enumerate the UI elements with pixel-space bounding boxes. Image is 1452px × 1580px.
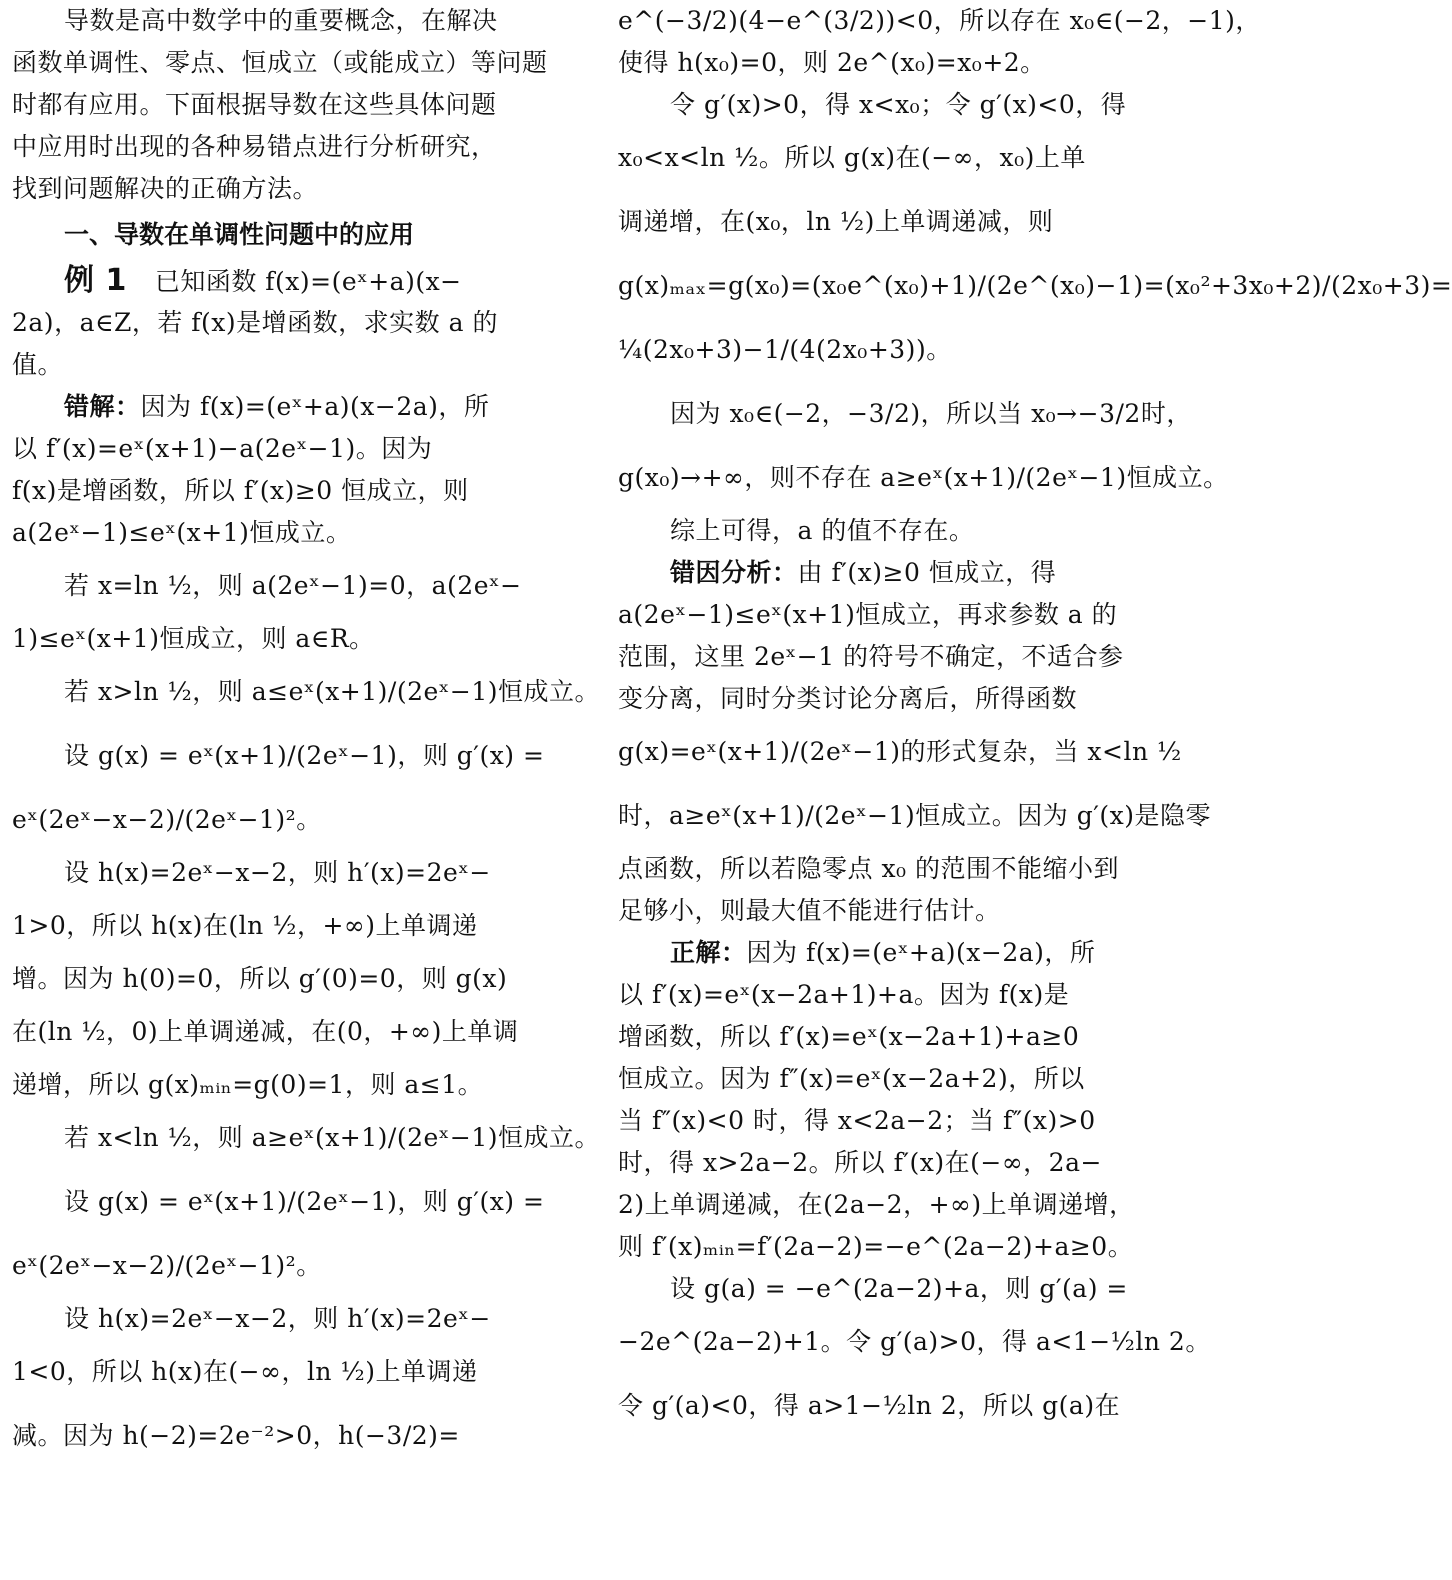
error-analysis-line: 时，a≥eˣ(x+1)/(2eˣ−1)恒成立。因为 g′(x)是隐零: [618, 801, 1212, 830]
correct-solution-tag: 正解：: [670, 938, 747, 967]
correct-solution-text: 因为 f(x)=(eˣ+a)(x−2a)，所: [746, 938, 1096, 967]
continuation-line: e^(−3/2)(4−e^(3/2))<0，所以存在 x₀∈(−2，−1)，: [618, 6, 1261, 35]
wrong-solution-line: 若 x<ln ½，则 a≥eˣ(x+1)/(2eˣ−1)恒成立。: [64, 1123, 600, 1152]
wrong-solution-line: a(2eˣ−1)≤eˣ(x+1)恒成立。: [12, 518, 352, 547]
continuation-line: ¼(2x₀+3)−1/(4(2x₀+3))。: [618, 335, 952, 364]
example-first-line: [12, 260, 572, 302]
error-analysis-line: 范围，这里 2eˣ−1 的符号不确定，不适合参: [618, 642, 1124, 671]
example-text: 已知函数 f(x)=(eˣ+a)(x−: [154, 267, 462, 296]
example-line: 2a)，a∈Z，若 f(x)是增函数，求实数 a 的: [12, 308, 498, 337]
wrong-solution-line: 设 g(x) = eˣ(x+1)/(2eˣ−1)，则 g′(x) =: [64, 1187, 545, 1216]
correct-solution-line: 以 f′(x)=eˣ(x−2a+1)+a。因为 f(x)是: [618, 980, 1070, 1009]
wrong-solution-first-line: [12, 386, 572, 428]
wrong-solution-line: eˣ(2eˣ−x−2)/(2eˣ−1)²。: [12, 1251, 322, 1280]
correct-solution-line: 时，得 x>2a−2。所以 f′(x)在(−∞，2a−: [618, 1148, 1102, 1177]
correct-solution-line: 当 f″(x)<0 时，得 x<2a−2；当 f″(x)>0: [618, 1106, 1096, 1135]
wrong-solution-tag: 错解：: [64, 392, 141, 421]
wrong-solution-line: 1<0，所以 h(x)在(−∞，ln ½)上单调递: [12, 1357, 478, 1386]
wrong-solution-line: f(x)是增函数，所以 f′(x)≥0 恒成立，则: [12, 476, 469, 505]
continuation-line: 令 g′(x)>0，得 x<x₀；令 g′(x)<0，得: [670, 90, 1127, 119]
continuation-line: 调递增，在(x₀，ln ½)上单调递减，则: [618, 207, 1054, 236]
section-heading: 一、导数在单调性问题中的应用: [64, 220, 415, 249]
correct-solution-line: 设 g(a) = −e^(2a−2)+a，则 g′(a) =: [670, 1274, 1128, 1303]
correct-solution-first-line: [618, 932, 1186, 974]
correct-solution-line: 恒成立。因为 f″(x)=eˣ(x−2a+2)，所以: [618, 1064, 1085, 1093]
intro-line: 中应用时出现的各种易错点进行分析研究，: [12, 132, 497, 161]
left-column: [12, 0, 600, 1580]
intro-line: 导数是高中数学中的重要概念，在解决: [64, 6, 498, 35]
error-analysis-tag: 错因分析：: [670, 558, 798, 587]
correct-solution-line: 则 f′(x)ₘᵢₙ=f′(2a−2)=−e^(2a−2)+a≥0。: [618, 1232, 1134, 1261]
error-analysis-line: 点函数，所以若隐零点 x₀ 的范围不能缩小到: [618, 854, 1120, 883]
intro-line: 函数单调性、零点、恒成立（或能成立）等问题: [12, 48, 548, 77]
intro-line: 时都有应用。下面根据导数在这些具体问题: [12, 90, 497, 119]
wrong-solution-line: 设 h(x)=2eˣ−x−2，则 h′(x)=2eˣ−: [64, 858, 491, 887]
correct-solution-line: 令 g′(a)<0，得 a>1−½ln 2，所以 g(a)在: [618, 1391, 1121, 1420]
wrong-solution-line: 以 f′(x)=eˣ(x+1)−a(2eˣ−1)。因为: [12, 434, 433, 463]
wrong-solution-line: 若 x>ln ½，则 a≤eˣ(x+1)/(2eˣ−1)恒成立。: [64, 677, 600, 706]
continuation-line: 综上可得，a 的值不存在。: [670, 516, 975, 545]
example-label: 例 1: [64, 263, 127, 298]
wrong-solution-line: 减。因为 h(−2)=2e⁻²>0，h(−3/2)=: [12, 1421, 460, 1450]
continuation-line: g(x)ₘₐₓ=g(x₀)=(x₀e^(x₀)+1)/(2e^(x₀)−1)=(x₀²+3x₀+2)/(2x₀+3)=: [618, 271, 1452, 300]
error-analysis-first-line: [618, 552, 1186, 594]
error-analysis-line: g(x)=eˣ(x+1)/(2eˣ−1)的形式复杂，当 x<ln ½: [618, 737, 1182, 766]
continuation-line: g(x₀)→+∞，则不存在 a≥eˣ(x+1)/(2eˣ−1)恒成立。: [618, 463, 1229, 492]
correct-solution-line: 增函数，所以 f′(x)=eˣ(x−2a+1)+a≥0: [618, 1022, 1080, 1051]
example-line: 值。: [12, 350, 64, 379]
right-column: [618, 0, 1452, 1580]
wrong-solution-line: 设 h(x)=2eˣ−x−2，则 h′(x)=2eˣ−: [64, 1304, 491, 1333]
wrong-solution-line: 若 x=ln ½，则 a(2eˣ−1)=0，a(2eˣ−: [64, 571, 522, 600]
wrong-solution-line: 在(ln ½，0)上单调递减，在(0，+∞)上单调: [12, 1017, 519, 1046]
continuation-line: x₀<x<ln ½。所以 g(x)在(−∞，x₀)上单: [618, 143, 1086, 172]
wrong-solution-line: eˣ(2eˣ−x−2)/(2eˣ−1)²。: [12, 805, 322, 834]
wrong-solution-line: 增。因为 h(0)=0，所以 g′(0)=0，则 g(x): [12, 964, 508, 993]
continuation-line: 因为 x₀∈(−2，−3/2)，所以当 x₀→−3/2时，: [670, 399, 1192, 428]
error-analysis-text: 由 f′(x)≥0 恒成立，得: [797, 558, 1057, 587]
wrong-solution-text: 因为 f(x)=(eˣ+a)(x−2a)，所: [140, 392, 490, 421]
correct-solution-line: 2)上单调递减，在(2a−2，+∞)上单调递增，: [618, 1190, 1135, 1219]
intro-line: 找到问题解决的正确方法。: [12, 174, 319, 203]
wrong-solution-line: 设 g(x) = eˣ(x+1)/(2eˣ−1)，则 g′(x) =: [64, 741, 545, 770]
error-analysis-line: a(2eˣ−1)≤eˣ(x+1)恒成立，再求参数 a 的: [618, 600, 1118, 629]
correct-solution-line: −2e^(2a−2)+1。令 g′(a)>0，得 a<1−½ln 2。: [618, 1327, 1211, 1356]
wrong-solution-line: 递增，所以 g(x)ₘᵢₙ=g(0)=1，则 a≤1。: [12, 1070, 484, 1099]
error-analysis-line: 变分离，同时分类讨论分离后，所得函数: [618, 684, 1078, 713]
error-analysis-line: 足够小，则最大值不能进行估计。: [618, 896, 1001, 925]
continuation-line: 使得 h(x₀)=0，则 2e^(x₀)=x₀+2。: [618, 48, 1046, 77]
wrong-solution-line: 1)≤eˣ(x+1)恒成立，则 a∈R。: [12, 624, 375, 653]
wrong-solution-line: 1>0，所以 h(x)在(ln ½，+∞)上单调递: [12, 911, 478, 940]
